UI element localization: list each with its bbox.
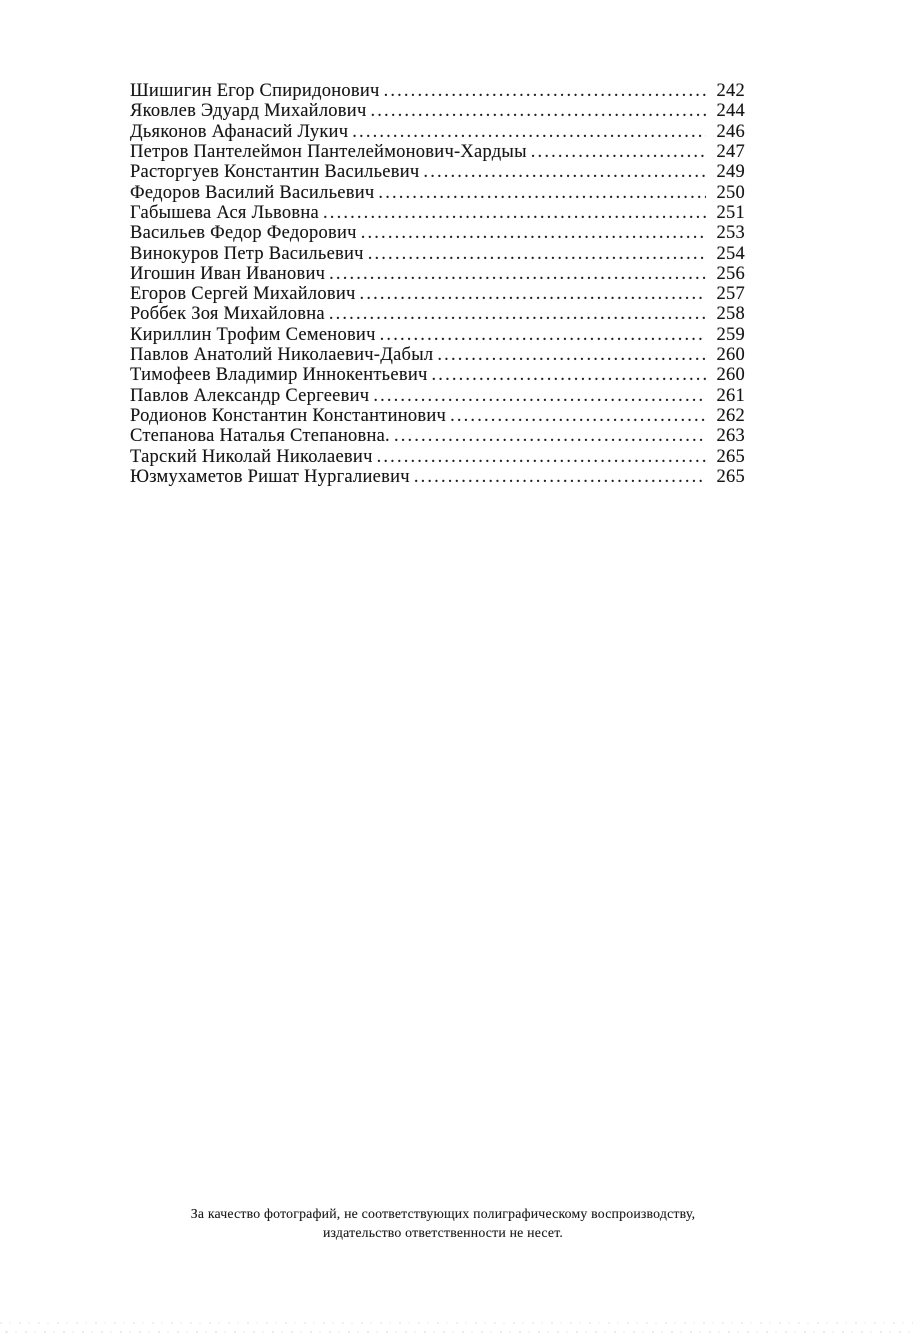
toc-entry-name: Тимофеев Владимир Иннокентьевич <box>130 365 428 386</box>
toc-entry <box>130 345 745 365</box>
toc-entry <box>130 101 745 121</box>
toc-entry-name: Шишигин Егор Спиридонович <box>130 81 380 101</box>
toc-entry-page: 254 <box>716 243 745 264</box>
dot-leader <box>531 142 706 162</box>
footer-line-1: За качество фотографий, не соответствующих полиграфическому воспроизводству, <box>190 1206 696 1221</box>
toc-entry-page: 263 <box>716 426 745 447</box>
dot-leader <box>432 365 706 385</box>
toc-entry-name: Павлов Анатолий Николаевич-Дабыл <box>130 345 434 366</box>
toc-entry-name: Яковлев Эдуард Михайлович <box>130 101 367 122</box>
toc-entry <box>130 304 745 324</box>
toc-entry <box>130 81 745 101</box>
dot-leader <box>368 244 706 264</box>
toc-entry-page: 249 <box>716 162 745 183</box>
toc-entry-name: Юзмухаметов Ришат Нургалиевич <box>130 466 410 487</box>
toc-entry-page: 265 <box>716 466 745 487</box>
toc-entry-name: Расторгуев Константин Васильевич <box>130 162 420 183</box>
dot-leader <box>352 122 706 142</box>
dot-leader <box>394 426 706 446</box>
toc-entry <box>130 447 745 467</box>
toc-entry-name: Егоров Сергей Михайлович <box>130 284 356 305</box>
toc-entry-page: 257 <box>716 284 745 305</box>
toc-entry <box>130 122 745 142</box>
toc-entry-name: Тарский Николай Николаевич <box>130 446 373 467</box>
toc-entry <box>130 325 745 345</box>
toc-entry-name: Васильев Федор Федорович <box>130 223 357 244</box>
toc-entry <box>130 426 745 446</box>
toc-entry-name: Габышева Ася Львовна <box>130 202 320 223</box>
toc-entry <box>130 244 745 264</box>
toc-entry <box>130 284 745 304</box>
toc-entry-name: Кириллин Трофим Семенович <box>130 324 376 345</box>
toc-entry-name: Винокуров Петр Васильевич <box>130 243 364 264</box>
toc-entry-page: 247 <box>716 141 745 162</box>
toc-entry <box>130 386 745 406</box>
toc-entry-page: 250 <box>716 182 745 203</box>
dot-leader <box>414 467 706 487</box>
toc-entry-name: Павлов Александр Сергеевич <box>130 385 370 406</box>
toc-entry-page: 260 <box>716 345 745 366</box>
toc-entry <box>130 223 745 243</box>
dot-leader <box>329 264 706 284</box>
toc-entry-page: 242 <box>716 81 745 101</box>
toc-entry <box>130 467 745 487</box>
toc-list <box>130 81 745 487</box>
toc-entry-name: Игошин Иван Иванович <box>130 263 326 284</box>
dot-leader <box>450 406 706 426</box>
dot-leader <box>373 386 706 406</box>
footer-line-2: издательство ответственности не несет. <box>322 1224 564 1240</box>
toc-entry-page: 260 <box>716 365 745 386</box>
toc-entry-page: 265 <box>716 446 745 467</box>
dot-leader <box>423 162 706 182</box>
footer-note <box>136 1205 750 1242</box>
toc-entry-page: 244 <box>716 101 745 122</box>
toc-entry <box>130 162 745 182</box>
dot-leader <box>378 183 706 203</box>
dot-leader <box>323 203 706 223</box>
toc-entry <box>130 203 745 223</box>
toc-entry-name: Федоров Василий Васильевич <box>130 182 375 203</box>
toc-entry <box>130 183 745 203</box>
toc-entry-page: 253 <box>716 223 745 244</box>
toc-entry-page: 256 <box>716 263 745 284</box>
scan-edge-artifact <box>0 1322 913 1324</box>
toc-entry-name: Дьяконов Афанасий Лукич <box>130 121 349 142</box>
toc-entry-page: 251 <box>716 202 745 223</box>
toc-entry <box>130 142 745 162</box>
toc-entry-page: 258 <box>716 304 745 325</box>
toc-entry-name: Степанова Наталья Степановна. <box>130 426 390 447</box>
dot-leader <box>380 325 706 345</box>
toc-entry-name: Родионов Константин Константинович <box>130 406 447 426</box>
dot-leader <box>437 345 706 365</box>
toc-entry-name: Петров Пантелеймон Пантелеймонович-Хардыы <box>130 141 527 162</box>
dot-leader <box>329 304 706 324</box>
scan-edge-artifact <box>0 1331 913 1333</box>
dot-leader <box>377 447 706 467</box>
toc-entry <box>130 264 745 284</box>
toc-entry <box>130 365 745 385</box>
dot-leader <box>360 284 706 304</box>
toc-entry <box>130 406 745 426</box>
toc-entry-page: 259 <box>716 324 745 345</box>
toc-entry-page: 261 <box>716 385 745 406</box>
toc-entry-page: 262 <box>716 406 745 426</box>
dot-leader <box>361 223 706 243</box>
dot-leader <box>371 101 707 121</box>
dot-leader <box>384 81 706 101</box>
toc-entry-page: 246 <box>716 121 745 142</box>
toc-entry-name: Роббек Зоя Михайловна <box>130 304 325 325</box>
